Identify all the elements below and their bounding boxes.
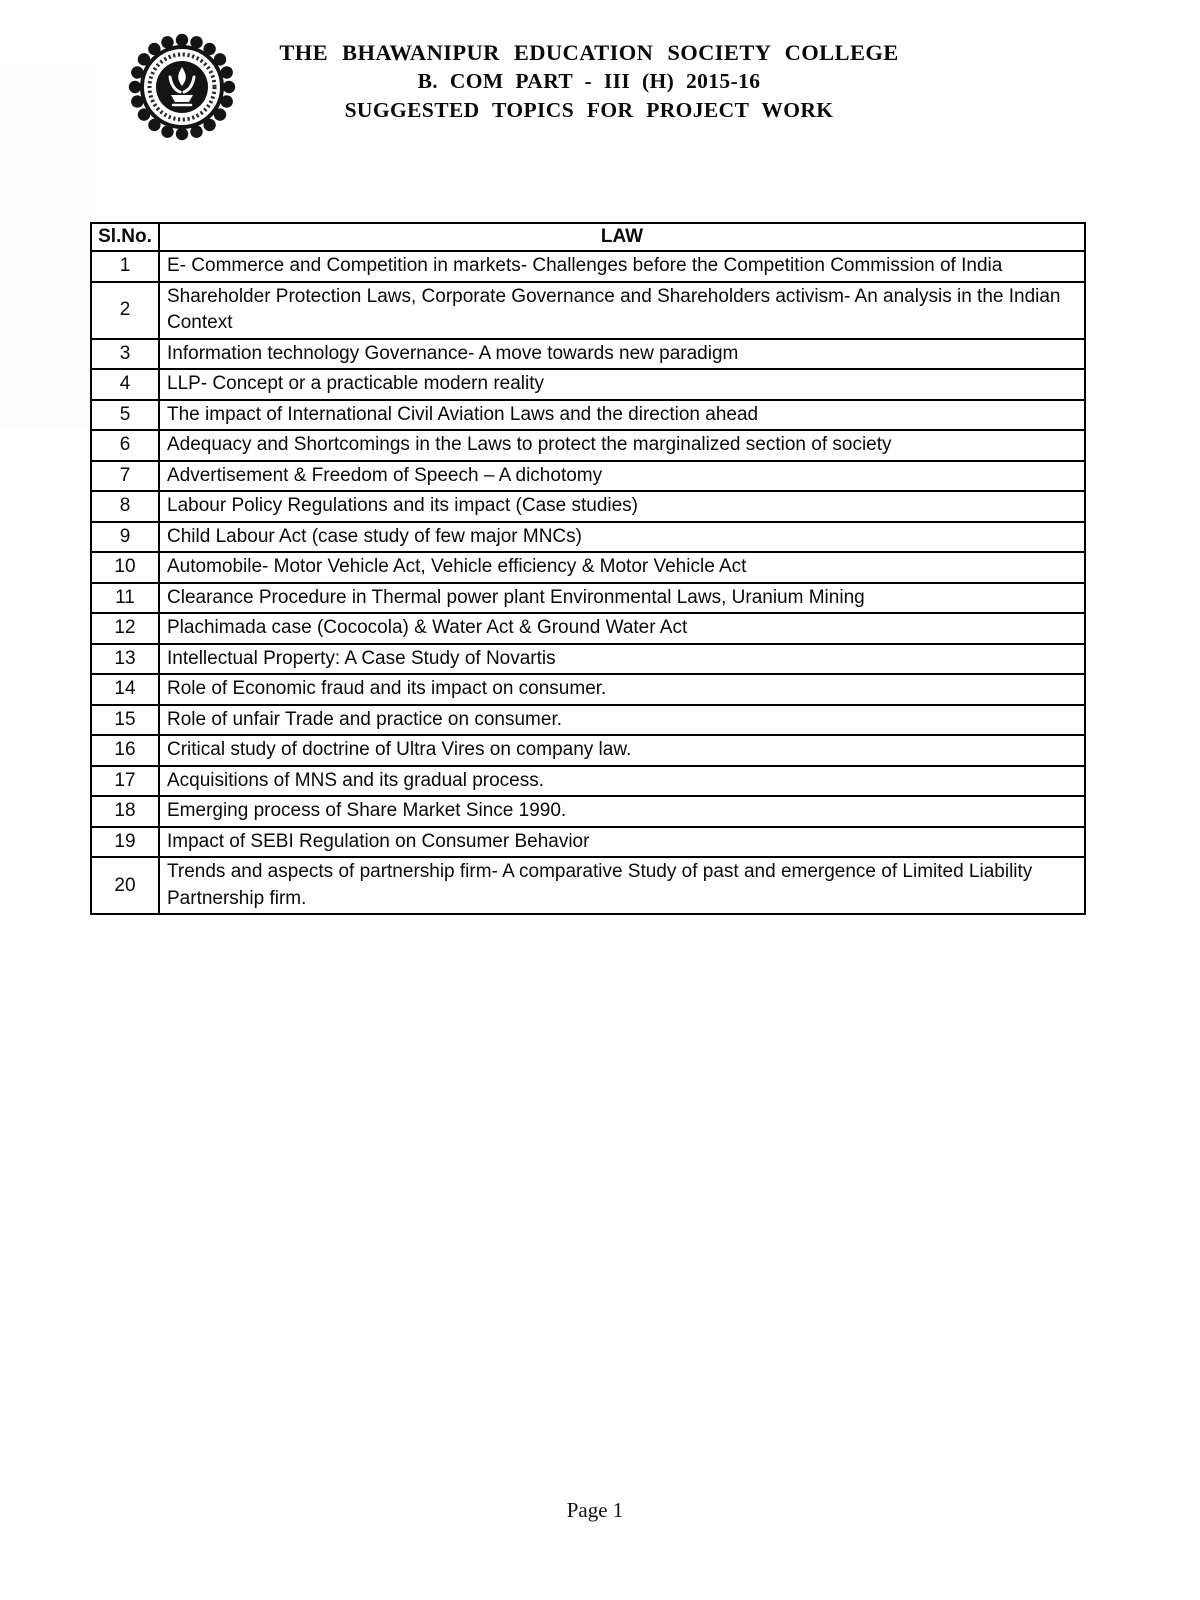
table-row bbox=[91, 522, 1085, 553]
document-title: SUGGESTED TOPICS FOR PROJECT WORK bbox=[344, 98, 834, 122]
table-row bbox=[91, 339, 1085, 370]
row-number: 13 bbox=[91, 644, 159, 675]
table-row bbox=[91, 766, 1085, 797]
topic-text: Shareholder Protection Laws, Corporate Governance and Shareholders activism- An analysis in the Indian Context bbox=[159, 282, 1085, 339]
topic-text: E- Commerce and Competition in markets- Challenges before the Competition Commission of India bbox=[159, 251, 1085, 282]
topics-table bbox=[90, 222, 1086, 915]
table-row bbox=[91, 644, 1085, 675]
topic-text: Role of unfair Trade and practice on consumer. bbox=[159, 705, 1085, 736]
row-number: 17 bbox=[91, 766, 159, 797]
table-row bbox=[91, 735, 1085, 766]
row-number: 1 bbox=[91, 251, 159, 282]
row-number: 10 bbox=[91, 552, 159, 583]
topic-text: Advertisement & Freedom of Speech – A dichotomy bbox=[159, 461, 1085, 492]
row-number: 9 bbox=[91, 522, 159, 553]
table-header-row bbox=[91, 223, 1085, 251]
table-row bbox=[91, 674, 1085, 705]
topic-text: The impact of International Civil Aviation Laws and the direction ahead bbox=[159, 400, 1085, 431]
table-row bbox=[91, 491, 1085, 522]
table-row bbox=[91, 857, 1085, 914]
topic-text: LLP- Concept or a practicable modern reality bbox=[159, 369, 1085, 400]
row-number: 4 bbox=[91, 369, 159, 400]
col-header-slno: Sl.No. bbox=[91, 223, 159, 251]
row-number: 6 bbox=[91, 430, 159, 461]
col-header-law: LAW bbox=[159, 223, 1085, 251]
table-row bbox=[91, 613, 1085, 644]
topic-text: Child Labour Act (case study of few major MNCs) bbox=[159, 522, 1085, 553]
topic-text: Information technology Governance- A move towards new paradigm bbox=[159, 339, 1085, 370]
topic-text: Plachimada case (Cococola) & Water Act & Ground Water Act bbox=[159, 613, 1085, 644]
course-line: B. COM PART - III (H) 2015-16 bbox=[417, 69, 761, 93]
row-number: 19 bbox=[91, 827, 159, 858]
row-number: 14 bbox=[91, 674, 159, 705]
row-number: 20 bbox=[91, 857, 159, 914]
topic-text: Labour Policy Regulations and its impact (Case studies) bbox=[159, 491, 1085, 522]
table-row bbox=[91, 369, 1085, 400]
table-row bbox=[91, 827, 1085, 858]
table-row bbox=[91, 552, 1085, 583]
college-name: THE BHAWANIPUR EDUCATION SOCIETY COLLEGE bbox=[279, 40, 899, 65]
table-row bbox=[91, 796, 1085, 827]
row-number: 18 bbox=[91, 796, 159, 827]
topic-text: Clearance Procedure in Thermal power plant Environmental Laws, Uranium Mining bbox=[159, 583, 1085, 614]
table-row bbox=[91, 282, 1085, 339]
table-row bbox=[91, 705, 1085, 736]
row-number: 2 bbox=[91, 282, 159, 339]
topic-text: Role of Economic fraud and its impact on consumer. bbox=[159, 674, 1085, 705]
table-row bbox=[91, 430, 1085, 461]
table-row bbox=[91, 583, 1085, 614]
row-number: 16 bbox=[91, 735, 159, 766]
topic-text: Adequacy and Shortcomings in the Laws to protect the marginalized section of society bbox=[159, 430, 1085, 461]
document-header bbox=[0, 38, 1178, 125]
topic-text: Emerging process of Share Market Since 1990. bbox=[159, 796, 1085, 827]
row-number: 3 bbox=[91, 339, 159, 370]
row-number: 7 bbox=[91, 461, 159, 492]
topic-text: Intellectual Property: A Case Study of Novartis bbox=[159, 644, 1085, 675]
row-number: 15 bbox=[91, 705, 159, 736]
row-number: 8 bbox=[91, 491, 159, 522]
table-row bbox=[91, 400, 1085, 431]
topic-text: Trends and aspects of partnership firm- A comparative Study of past and emergence of Limited Liability Partnership firm. bbox=[159, 857, 1085, 914]
row-number: 11 bbox=[91, 583, 159, 614]
topic-text: Critical study of doctrine of Ultra Vires on company law. bbox=[159, 735, 1085, 766]
topic-text: Automobile- Motor Vehicle Act, Vehicle efficiency & Motor Vehicle Act bbox=[159, 552, 1085, 583]
table-row bbox=[91, 461, 1085, 492]
topic-text: Acquisitions of MNS and its gradual process. bbox=[159, 766, 1085, 797]
table-row bbox=[91, 251, 1085, 282]
topic-text: Impact of SEBI Regulation on Consumer Behavior bbox=[159, 827, 1085, 858]
page-number: Page 1 bbox=[566, 1498, 624, 1522]
row-number: 12 bbox=[91, 613, 159, 644]
row-number: 5 bbox=[91, 400, 159, 431]
